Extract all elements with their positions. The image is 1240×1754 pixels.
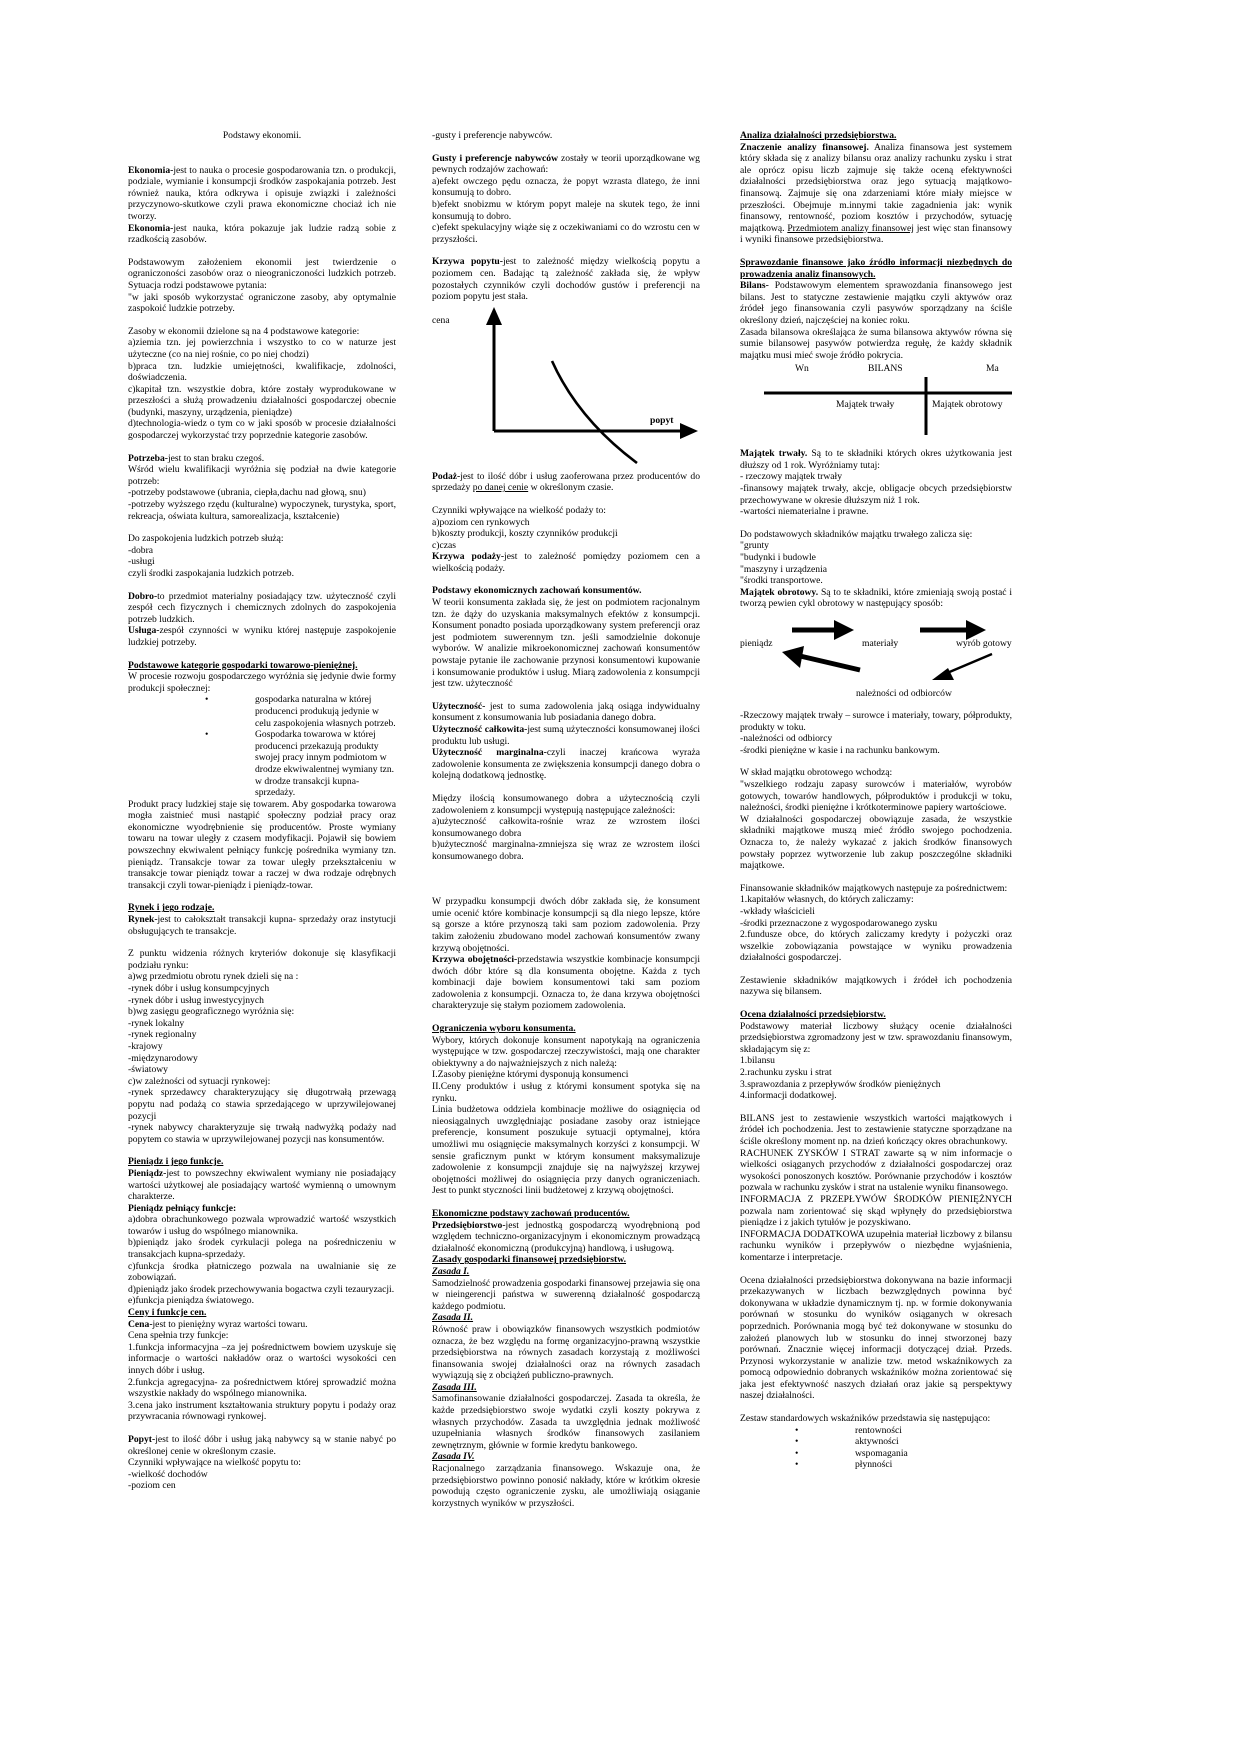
paragraph: c)w zależności od sytuacji rynkowej: (128, 1075, 271, 1087)
paragraph: c)czas (432, 539, 456, 551)
paragraph: c)efekt spekulacyjny wiąże się z oczekiwaniami co do wzrostu cen w przyszłości. (432, 222, 700, 245)
paragraph: Bilans- Podstawowym elementem sprawozdania finansowego jest bilans. Jest to statyczne zestawienie majątku czyli aktywów oraz źródeł jego finansowania czyli pasywów sporządzany na ściśle określony dzień, najczęściej na koniec roku. (740, 280, 1012, 326)
arrowhead-receivables-to-cash (782, 646, 804, 668)
paragraph (432, 874, 700, 886)
paragraph: c)kapitał tzn. wszystkie dobra, które zostały wyprodukowane w przeszłości a służą prowadzeniu działalności gospodarczej obecnie (budynki, maszyny, urządzenia, pieniądze) (128, 383, 396, 418)
paragraph: "wszelkiego rodzaju zapasy surowców i materiałów, wyrobów gotowych, towarów handlowych, półproduktów i produkcji w toku, należności, środki pieniężne i krótkoterminowe papiery wartościowe. (740, 778, 1012, 814)
section-heading: Ocena działalności przedsiębiorstw. (740, 1009, 886, 1021)
paragraph: -gusty i preferencje nabywców. (432, 130, 553, 141)
paragraph: W procesie rozwoju gospodarczego wyróżnia się jedynie dwie formy produkcji społecznej: (128, 671, 396, 694)
paragraph: -rynek nabywcy charakteryzuje się trwałą nadwyżką podaży nad popytem co stawia w uprzywilejowanej pozycji nas konsumentów. (128, 1122, 396, 1145)
paragraph: a)efekt owczego pędu oznacza, że popyt wzrasta dlatego, że inni konsumują to dobro. (432, 175, 700, 199)
subsection-heading: Zasada II. (432, 1312, 474, 1324)
subsection-heading: Zasada IV. (432, 1451, 475, 1463)
paragraph: Zasoby w ekonomii dzielone są na 4 podstawowe kategorie: (128, 325, 360, 337)
paragraph: INFORMACJA DODATKOWA uzupełnia materiał liczbowy z bilansu rachunku wyników i przepływów o niezbędne wyjaśnienia, komentarze i interpretacje. (740, 1228, 1012, 1263)
paragraph: b)koszty produkcji, koszty czynników produkcji (432, 528, 618, 540)
bilans-t-account-diagram (740, 361, 1012, 437)
paragraph: Ekonomia-jest nauka, która pokazuje jak ludzie radzą sobie z rzadkością zasobów. (128, 222, 396, 246)
bilans-title: BILANS (868, 363, 903, 375)
paragraph: 1.bilansu (740, 1055, 775, 1067)
section-heading: Zasady gospodarki finansowej przedsiębiorstw. (432, 1254, 627, 1266)
paragraph: W teorii konsumenta zakłada się, że jest on podmiotem racjonalnym tzn. że dąży do uzyskania maksymalnych efektów z konsumpcji. Konsument ponadto posiada uporządkowany system preferencji oraz jest podmiotem suwerennym tzn. jeśli samodzielnie dokonuje wyborów. W analizie mikroekonomicznej zachowań konsumentów powstaje pytanie ile zachowanie przynosi konsumentowi kupowanie i konsumowanie produktów i usług. Miarą zadowolenia z konsumpcji jest tzw. użyteczność (432, 597, 700, 690)
paragraph: Do podstawowych składników majątku trwałego zalicza się: (740, 528, 973, 540)
paragraph: e)funkcja pieniądza światowego. (128, 1295, 254, 1307)
paragraph: d)technologia-wiedz o tym co w jaki sposób w procesie działalności gospodarczej wykorzystać trzy poprzednie kategorie zasobów. (128, 418, 396, 442)
paragraph: a)użyteczność całkowita-rośnie wraz ze wzrostem ilości konsumowanego dobra (432, 816, 700, 839)
paragraph: b)użyteczność marginalna-zmniejsza się wraz ze wzrostem ilości konsumowanego dobra. (432, 839, 700, 862)
paragraph: -wkłady właścicieli (740, 905, 815, 917)
paragraph: Wśród wielu kwalifikacji wyróżnia się podział na dwie kategorie potrzeb: (128, 464, 396, 487)
cycle-node-cash: pieniądz (740, 638, 773, 649)
paragraph: Zestaw standardowych wskaźników przedstawia się następująco: (740, 1413, 991, 1425)
paragraph: Dobro-to przedmiot materialny posiadający tzw. użyteczność czyli zespół cech fizycznych i chemicznych zdolnych do zaspokojenia potrzeb ludzkich. (128, 590, 396, 625)
paragraph: Zasada bilansowa określająca że suma bilansowa aktywów równa się sumie bilansowej pasywów potwierdza regułę, że każdy składnik majątku musi mieć swoje źródło pokrycia. (740, 326, 1012, 361)
document-title: Podstawy ekonomii. (222, 130, 302, 141)
paragraph: Czynniki wpływające na wielkość podaży to: (432, 504, 606, 516)
paragraph: 2.funkcja agregacyjna- za pośrednictwem której sprowadzić można wszystkie nakłady do wspólnego mianownika. (128, 1376, 396, 1400)
section-heading: Ekonomiczne podstawy zachowań producentów. (432, 1207, 630, 1219)
x-axis-arrowhead (680, 423, 698, 439)
bilans-credit-label: Ma (986, 363, 999, 375)
paragraph: -rynek lokalny (128, 1017, 185, 1029)
paragraph: Użyteczność całkowita-jest sumą użyteczności konsumowanej ilości produktu lub usługi. (432, 724, 700, 747)
list-item: • Gospodarka towarowa w której producenci przekazują produkty swojej pracy innym podmiotom w drodze ekwiwalentnej wymiany tzn. w drodze transakcji kupna-sprzedaży. (205, 729, 396, 799)
paragraph: -środki przeznaczone z wygospodarowanego zysku (740, 917, 938, 929)
paragraph: -Rzeczowy majątek trwały – surowce i materiały, towary, półprodukty, produkty w toku. (740, 710, 1012, 733)
paragraph: Podaż-jest to ilość dóbr i usług zaoferowana przez producentów do sprzedaży po danej cenie w określonym czasie. (432, 470, 700, 494)
paragraph: 2.fundusze obce, do których zaliczamy kredyty i pożyczki oraz wszelkie zobowiązania powstające w wyniku prowadzenia działalności gospodarczej. (740, 929, 1012, 964)
demand-x-axis-label: popyt (650, 414, 674, 426)
arrow-receivables-to-cash (800, 656, 860, 670)
section-heading: Ograniczenia wyboru konsumenta. (432, 1023, 576, 1035)
paragraph: -rynek dóbr i usług konsumpcyjnych (128, 983, 270, 994)
section-heading: Podstawy ekonomicznych zachowań konsumentów. (432, 585, 642, 597)
paragraph: -finansowy majątek trwały, akcje, obligacje obcych przedsiębiorstw przechowywane w okresie dłuższym niż 1 rok. (740, 483, 1012, 506)
paragraph: b)pieniądz jako środek cyrkulacji polega na pośredniczeniu w transakcjach kupna-sprzedaży. (128, 1237, 396, 1261)
paragraph: Czynniki wpływające na wielkość popytu to: (128, 1457, 301, 1469)
paragraph: Rynek-jest to całokształt transakcji kupna- sprzedaży oraz instytucji obsługujących te transakcje. (128, 914, 396, 937)
subsection-heading: Zasada I. (432, 1265, 470, 1277)
paragraph: -rynek sprzedawcy charakteryzujący się długotrwałą przewagą popytu nad podażą co stawia sprzedającego w uprzywilejowanej pozycji (128, 1087, 396, 1122)
paragraph: "w jaki sposób wykorzystać ograniczone zasoby, aby optymalnie zaspokoić ludzkie potrzeby. (128, 291, 396, 315)
paragraph: - rzeczowy majątek trwały (740, 471, 843, 483)
paragraph: Finansowanie składników majątkowych następuje za pośrednictwem: (740, 882, 1008, 894)
demand-curve (552, 361, 637, 463)
paragraph: Popyt-jest to ilość dóbr i usług jaką nabywcy są w stanie nabyć po określonej cenie w określonym czasie. (128, 1433, 396, 1457)
paragraph: Krzywa obojętności-przedstawia wszystkie kombinacje konsumpcji dwóch dóbr które są dla konsumenta obojętne. Każda z tych kombinacji daje bowiem konsumentowi taki sam poziom zadowolenia z konsumpcji. Oznacza to, że dana krzywa obojętności charakteryzuje się stałym poziomem zadowolenia. (432, 954, 700, 1012)
paragraph: a)poziom cen rynkowych (432, 516, 530, 528)
paragraph: Cena spełnia trzy funkcje: (128, 1330, 229, 1342)
paragraph: 4.informacji dodatkowej. (740, 1090, 837, 1102)
arrowhead-cash-to-materials (834, 620, 854, 640)
paragraph: "maszyny i urządzenia (740, 563, 828, 575)
paragraph: "budynki i budowle (740, 552, 816, 564)
paragraph: I.Zasoby pieniężne którymi dysponują konsumenci (432, 1069, 629, 1081)
list-item: • aktywności (795, 1436, 1012, 1448)
paragraph: -rynek dóbr i usług inwestycyjnych (128, 994, 264, 1006)
paragraph: Podstawowy materiał liczbowy służący ocenie działalności przedsiębiorstwa zgromadzony jest w tzw. sprawozdaniu finansowym, składającym się z: (740, 1020, 1012, 1055)
demand-curve-diagram (432, 303, 700, 471)
column-middle (432, 130, 700, 1509)
paragraph: -potrzeby podstawowe (ubrania, ciepła,dachu nad głową, snu) (128, 487, 366, 499)
paragraph: 2.rachunku zysku i strat (740, 1067, 832, 1079)
paragraph: b)efekt snobizmu w którym popyt maleje na skutek tego, że inni konsumują to dobro. (432, 198, 700, 222)
paragraph: Potrzeba-jest to stan braku czegoś. (128, 452, 265, 464)
bilans-debit-label: Wn (795, 363, 809, 375)
list-item: • wspomagania (795, 1448, 1012, 1460)
paragraph: INFORMACJA Z PRZEPŁYWÓW ŚRODKÓW PIENIĘŻNYCH pozwala nam zorientować się skąd wpłynęły do przedsiębiorstwa pieniądze i z jakich tytułów je pozyskiwano. (740, 1193, 1012, 1229)
paragraph: 3.sprawozdania z przepływów środków pieniężnych (740, 1078, 941, 1090)
paragraph: -dobra (128, 544, 154, 556)
paragraph: Ekonomia-jest to nauka o procesie gospodarowania tzn. o produkcji, podziale, wymianie i konsumpcji środków zaspokajania potrzeb. Jest również nauka, która odkrywa i opisuje związki i zależności przyczynowo-skutkowe czyli prawa ekonomiczne chociaż ich nie tworzy. (128, 164, 396, 222)
paragraph: -należności od odbiorcy (740, 733, 833, 745)
paragraph: Produkt pracy ludzkiej staje się towarem. Aby gospodarka towarowa mogła zaistnieć musi nastąpić społeczny podział pracy oraz ekonomiczne wyodrębnienie się producentów. Proste wymiany towaru na towar uległy z czasem modyfikacji. Pojawił się bowiem powszechny ekwiwalent pełniący funkcję pośrednika wymiany tzn. pieniądz. Transakcje towar za towar uległy przekształceniu w transakcje towar pieniądz towar a raczej w dwa rodzaje odrębnych transakcji czyli towar-pieniądz i pieniądz-towar. (128, 798, 396, 891)
asset-cycle-diagram (740, 610, 1012, 710)
paragraph: -wartości niematerialne i prawne. (740, 506, 869, 518)
cycle-node-receivables: należności od odbiorców (856, 688, 952, 699)
column-left (128, 130, 396, 1492)
paragraph: a)dobra obrachunkowego pozwala wprowadzić wartość wszystkich towarów i usług do wspólnego mianownika. (128, 1214, 396, 1237)
paragraph: RACHUNEK ZYSKÓW I STRAT zawarte są w nim informacje o wielkości osiąganych przychodów z działalności gospodarczej oraz wysokości ponoszonych kosztów. Porównanie przychodów i kosztów pozwala w rachunku zysków i strat na ustalenie wyniku finansowego. (740, 1147, 1012, 1194)
paragraph: -potrzeby wyższego rzędu (kulturalne) wypoczynek, turystyka, sport, rekreacja, oświata kultura, samorealizacja, kształcenie) (128, 499, 396, 522)
arrowhead-materials-to-goods (966, 620, 986, 640)
paragraph: Samofinansowanie działalności gospodarczej. Zasada ta określa, że każde przedsiębiorstwo swoje wydatki czyli koszty pokrywa z własnych przychodów. Zasada ta uwzględnia jednak możliwość uzupełniania własnych środków finansowych zasilaniem zewnętrznym, głównie w formie kredytu bankowego. (432, 1393, 700, 1451)
paragraph: Pieniądz-jest to powszechny ekwiwalent wymiany nie posiadający wartości użytkowej ale posiadający wartość wymienną o umownym charakterze. (128, 1167, 396, 1203)
paragraph: Użyteczność- jest to suma zadowolenia jaką osiąga indywidualny konsument z konsumowania lub posiadania danego dobra. (432, 700, 700, 724)
paragraph: a)ziemia tzn. jej powierzchnia i wszystko to co w naturze jest użyteczne (co na niej rośnie, co po niej chodzi) (128, 337, 396, 360)
subsection-heading: Zasada III. (432, 1381, 477, 1393)
section-heading: Sprawozdanie finansowe jako źródło informacji niezbędnych do prowadzenia analiz finansowych. (740, 256, 1012, 280)
cycle-node-materials: materiały (862, 638, 899, 649)
section-heading: Pieniądz i jego funkcje. (128, 1156, 224, 1168)
paragraph: c)funkcja środka płatniczego pozwala na uwalnianie się ze zobowiązań. (128, 1260, 396, 1284)
paragraph: Wybory, których dokonuje konsument napotykają na ograniczenia występujące w tzw. gospodarczej rzeczywistości, mają one charakter obiektywny a do najważniejszych z nich należą: (432, 1034, 700, 1069)
paragraph: 1.funkcja informacyjna –za jej pośrednictwem bowiem uzyskuje się informacje o wartości nakładów oraz o wartości wysokości cen innych dóbr i usług. (128, 1341, 396, 1376)
paragraph: 1.kapitałów własnych, do których zaliczamy: (740, 894, 914, 906)
section-heading: Analiza działalności przedsiębiorstwa. (740, 130, 897, 141)
paragraph: b)praca tzn. ludzkie umiejętności, kwalifikacje, zdolności, doświadczenia. (128, 360, 396, 384)
cycle-node-finished-goods: wyrób gotowy (956, 638, 1012, 649)
paragraph: -światowy (128, 1064, 168, 1076)
paragraph: -międzynarodowy (128, 1052, 198, 1064)
paragraph: Linia budżetowa oddziela kombinacje możliwe do osiągnięcia od nieosiągalnych uwzględniając posiadane zasoby oraz istniejące preferencje, konsument poszukuje sytuacji optymalnej, która umożliwi mu osiągnięcie maksymalnych korzyści z konsumpcji. W sensie graficznym punkt w którym konsument maksymalizuje zadowolenie z konsumpcji znajduje się na najwyższej krzywej obojętności możliwej do osiągnięcia przy danych ograniczeniach. Jest to punkt styczności linii budżetowej z krzywą obojętności. (432, 1104, 700, 1197)
paragraph: Majątek obrotowy. Są to te składniki, które zmieniają swoją postać i tworzą pewien cykl obrotowy w następujący sposób: (740, 586, 1012, 610)
paragraph: Samodzielność prowadzenia gospodarki finansowej przejawia się ona w nieingerencji państwa w suwerenną działalność gospodarczą każdego podmiotu. (432, 1277, 701, 1312)
section-heading: Ceny i funkcje cen. (128, 1307, 207, 1319)
paragraph: -wielkość dochodów (128, 1468, 208, 1480)
paragraph: Do zaspokojenia ludzkich potrzeb służą: (128, 533, 284, 545)
paragraph: W przypadku konsumpcji dwóch dóbr zakłada się, że konsument umie ocenić które kombinacje konsumpcji są dla niego lepsze, które są gorsze a które przynoszą taki sam poziom zadowolenia. Przy takim założeniu zbudowano model zachowań konsumentów zwany krzywą obojętności. (432, 896, 700, 954)
paragraph: b)wg zasięgu geograficznego wyróżnia się: (128, 1006, 295, 1018)
list-item: • płynności (795, 1459, 1012, 1471)
paragraph: II.Ceny produktów i usług z którymi konsument spotyka się na rynku. (432, 1081, 700, 1104)
column-right (740, 130, 1012, 1471)
paragraph: Użyteczność marginalna-czyli inaczej krańcowa wyraża zadowolenie konsumenta ze zwiększenia konsumpcji danego dobra o kolejną dodatkową jednostkę. (432, 747, 700, 782)
arrowhead-goods-to-receivables (932, 668, 954, 680)
paragraph: -rynek regionalny (128, 1029, 197, 1041)
paragraph: Gusty i preferencje nabywców zostały w teorii uporządkowane wg pewnych rodzajów zachowań: (432, 152, 700, 176)
paragraph: Majątek trwały. Są to te składniki których okres użytkowania jest dłuższy od 1 rok. Wyróżniamy tutaj: (740, 448, 1012, 471)
list-item: • gospodarka naturalna w której producenci produkują jedynie w celu zaspokojenia własnych potrzeb. (205, 694, 396, 729)
paragraph: Równość praw i obowiązków finansowych wszystkich podmiotów oznacza, że bez względu na formę organizacyjno-prawną wszystkie przedsiębiorstwa na równych zasadach korzystają z możliwości finansowania swojej działalności oraz na równych zasadach wywiązują się z obciążeń publiczno-prawnych. (432, 1323, 700, 1382)
paragraph: -krajowy (128, 1040, 163, 1052)
paragraph: Zestawienie składników majątkowych i źródeł ich pochodzenia nazywa się bilansem. (740, 974, 1012, 998)
paragraph: Między ilością konsumowanego dobra a użytecznością czyli zadowoleniem z konsumpcji występują następujące zależności: (432, 792, 700, 816)
paragraph: Krzywa podaży-jest to zależność pomiędzy poziomem cen a wielkością podaży. (432, 551, 701, 574)
section-heading: Podstawowe kategorie gospodarki towarowo-pieniężnej. (128, 659, 358, 671)
paragraph: Podstawowym założeniem ekonomii jest twierdzenie o ograniczoności zasobów oraz o nieograniczoności ludzkich potrzeb. Sytuacja rodzi podstawowe pytania: (128, 256, 396, 291)
paragraph: "grunty (740, 540, 769, 552)
paragraph: Usługa-zespół czynności w wyniku której następuje zaspokojenie ludzkiej potrzeby. (128, 625, 396, 648)
paragraph: "środki transportowe. (740, 575, 823, 587)
paragraph: Ocena działalności przedsiębiorstwa dokonywana na bazie informacji przekazywanych w liczbach bezwzględnych powinna być dokonywana w układzie dynamicznym tj. np. w formie dokonywania porównań w stosunku do wyników osiąganych w okresach poprzednich. Porównania mogą być też dokonywane w stosunku do założeń planowych lub w stosunku do innej stworzonej bazy porównań. Znacznie więcej informacji dotyczącej dział. Przeds. Przynosi wykorzystanie w analizie tzw. metod wskaźnikowych za pomocą odpowiednio dobranych wskaźników można zorientować się jaka jest efektywność naszych działań oraz jakie są perspektywy naszej działalności. (740, 1274, 1012, 1402)
bilans-left-column-label: Majątek trwały (836, 399, 895, 411)
y-axis-arrowhead (486, 307, 502, 325)
paragraph: -poziom cen (128, 1480, 176, 1492)
paragraph: Racjonalnego zarządzania finansowego. Wskazuje ona, że przedsiębiorstwo powinno ponosić nakłady, które w krótkim okresie powodują często ograniczenie zysku, ale umożliwiają osiąganie korzystnych wyników w przyszłości. (432, 1463, 700, 1509)
paragraph: W działalności gospodarczej obowiązuje zasada, że wszystkie składniki majątkowe muszą mieć źródło swojego pochodzenia. Oznacza to, że należy wykazać z jakich środków finansowych powstały poprzez wytworzenie lub zakup poszczególne składniki majątkowe. (740, 813, 1012, 872)
paragraph: czyli środki zaspokajania ludzkich potrzeb. (128, 568, 294, 579)
paragraph: Przedsiębiorstwo-jest jednostką gospodarczą wyodrębnioną pod względem techniczno-organizacyjnym i ekonomicznym prowadzącą działalność ekonomiczną (produkcyjną) handlową, i usługową. (432, 1219, 700, 1254)
list-item: • rentowności (795, 1425, 1012, 1437)
paragraph: a)wg przedmiotu obrotu rynek dzieli się na : (128, 971, 299, 983)
paragraph: 3.cena jako instrument kształtowania struktury popytu i podaży oraz przywracania równowagi rynkowej. (128, 1399, 396, 1423)
section-heading: Rynek i jego rodzaje. (128, 902, 215, 914)
paragraph: Cena-jest to pieniężny wyraz wartości towaru. (128, 1318, 308, 1330)
demand-y-axis-label: cena (432, 314, 450, 326)
paragraph: W skład majątku obrotowego wchodzą: (740, 767, 893, 779)
paragraph: BILANS jest to zestawienie wszystkich wartości majątkowych i źródeł ich pochodzenia. Jest to zestawienie statyczne sporządzane na ściśle określony moment np. na dzień kończący okres obrachunkowy. (740, 1112, 1012, 1147)
paragraph: d)pieniądz jako środek przechowywania bogactwa czyli tezauryzacji. (128, 1283, 395, 1295)
paragraph: Krzywa popytu-jest to zależność między wielkością popytu a poziomem cen. Badając tą zależność zakłada się, że wpływ pozostałych czynników czyli dochodów gustów i preferencji na poziom popytu jest stała. (432, 256, 701, 303)
bilans-right-column-label: Majątek obrotowy (932, 399, 1003, 411)
paragraph: -środki pieniężne w kasie i na rachunku bankowym. (740, 744, 940, 756)
paragraph: Z punktu widzenia różnych kryteriów dokonuje się klasyfikacji podziału rynku: (128, 948, 396, 971)
paragraph: Pieniądz pełniący funkcje: (128, 1202, 237, 1214)
paragraph: -usługi (128, 556, 155, 568)
paragraph: Znaczenie analizy finansowej. Analiza finansowa jest systemem który składa się z analizy bilansu oraz analizy rachunku zysku i strat ale oprócz opisu liczb zajmuje się także oceną efektywności działalności przedsiębiorstwa oraz jego sytuacją majątkowo-finansową. Zajmuje się ona zdarzeniami które miały miejsce w przeszłości. Obejmuje m.innymi takie zagadnienia jak: wynik finansowy, rentowność, poziom kosztów i przychodów, sytuację majątkową. Przedmiotem analizy finansowej jest więc stan finansowy i wyniki finansowe przedsiębiorstwa. (740, 141, 1012, 246)
demand-curve-plot (432, 303, 700, 471)
